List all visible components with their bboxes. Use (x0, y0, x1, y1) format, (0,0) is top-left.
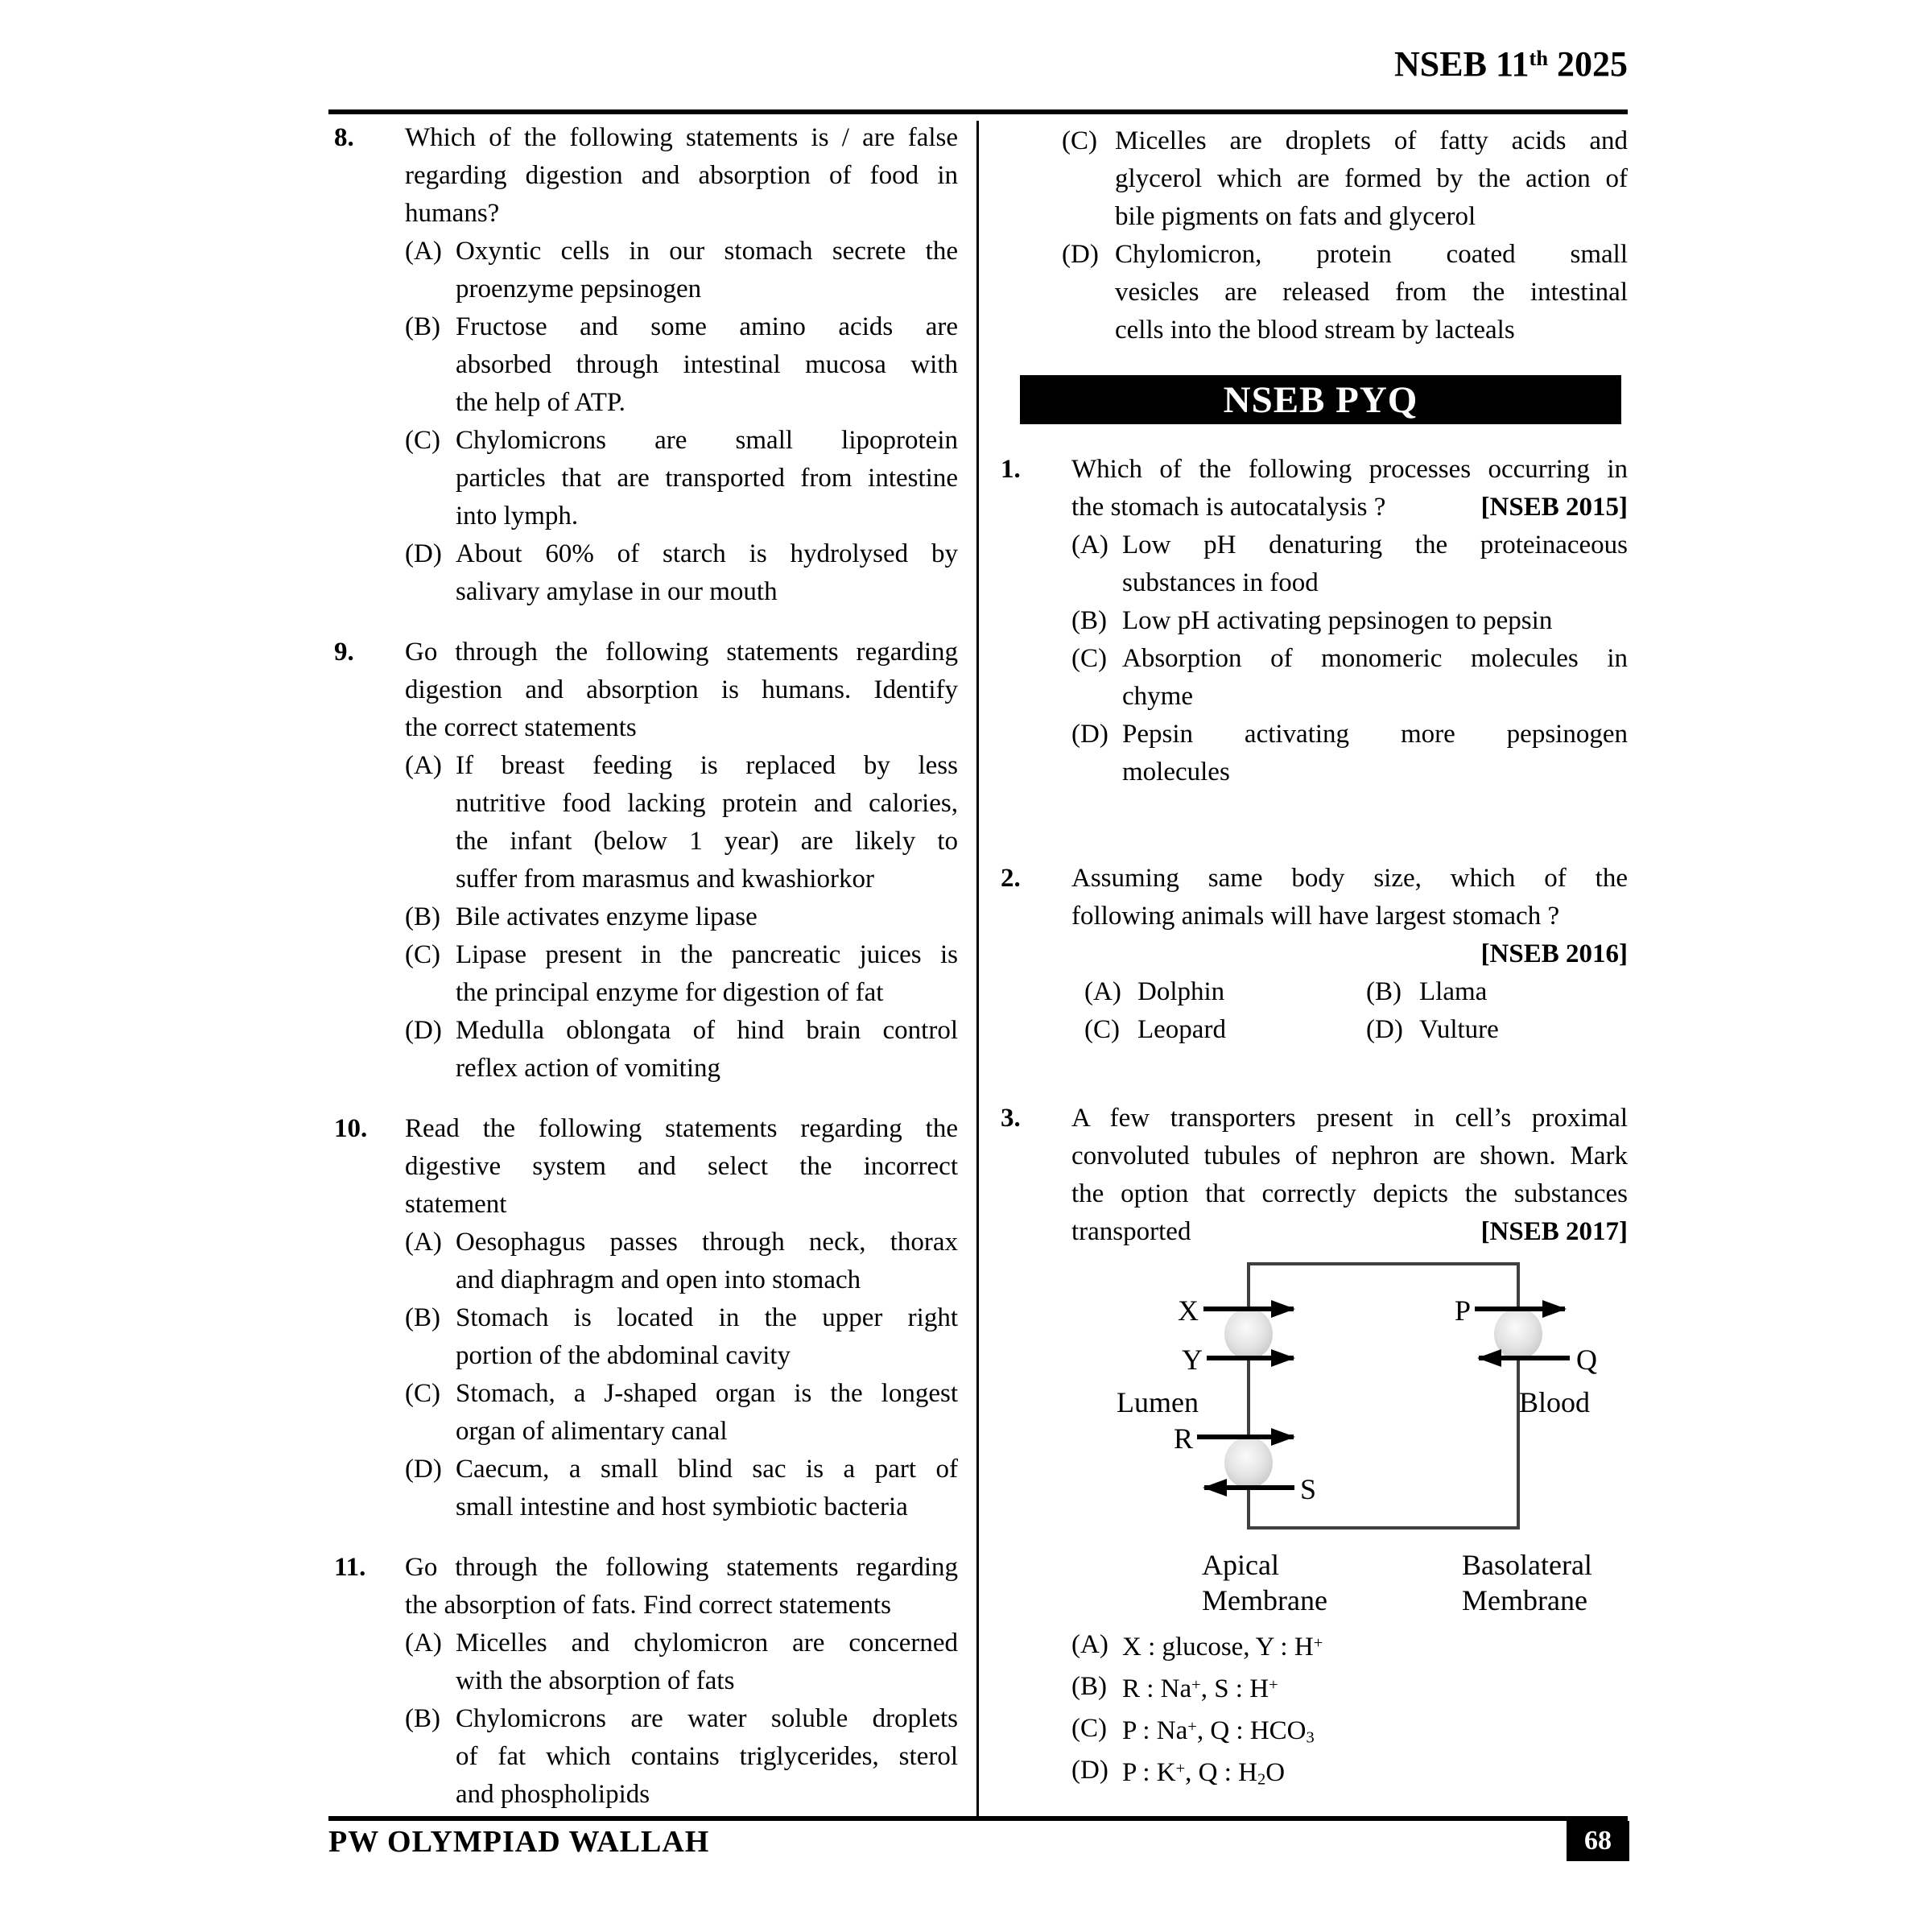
option-c (1071, 640, 1628, 716)
text-line: reflex action of vomiting (456, 1054, 720, 1083)
option-label: (B) (405, 1303, 440, 1332)
option-text (456, 898, 958, 936)
option-text (456, 1624, 958, 1700)
text-line: Chylomicrons are small lipoprotein (456, 426, 958, 455)
text-line: Low pH denaturing the proteinaceous (1122, 530, 1628, 559)
text-line: Which of the following processes occurring in (1071, 455, 1628, 484)
text-line: [NSEB 2016] (1480, 939, 1628, 968)
text-line: P : K+, Q : $H_2O$ (1122, 1758, 1286, 1789)
question-stem (405, 634, 958, 747)
text-line: Stomach, a J-shaped organ is the longest (456, 1379, 958, 1408)
text-line: Stomach is located in the upper right (456, 1303, 958, 1332)
question-8 (334, 119, 958, 611)
option-text: Leopard (1137, 1015, 1226, 1044)
option-text: Llama (1419, 977, 1488, 1006)
option-label: (D) (1071, 1756, 1108, 1785)
option-text (456, 1375, 958, 1451)
option-row-cd (1071, 1011, 1628, 1049)
text-line: Low pH activating pepsinogen to pepsin (1122, 606, 1553, 635)
pyq-question-1 (1001, 451, 1628, 791)
text-line: bile pigments on fats and glycerol (1115, 202, 1476, 231)
text-line: convoluted tubules of nephron are shown. Mark (1071, 1141, 1628, 1170)
transporter-basolateral (1494, 1308, 1542, 1360)
option-b (405, 898, 958, 936)
text-line: digestion and absorption is humans. Identify (405, 675, 958, 704)
question-11 (334, 1549, 958, 1814)
text-line: the option that correctly depicts the substances (1071, 1179, 1628, 1208)
text-line: Micelles and chylomicron are concerned (456, 1629, 958, 1657)
text-line: About 60% of starch is hydrolysed by (456, 539, 958, 568)
text-line: R : Na+, S : H+ (1122, 1674, 1278, 1703)
option-label: (D) (405, 1016, 442, 1045)
option-label: (C) (405, 940, 440, 969)
question-stem (405, 119, 958, 233)
footer-brand: PW OLYMPIAD WALLAH (328, 1825, 710, 1859)
text-line: molecules (1122, 758, 1230, 786)
option-text (456, 1299, 958, 1375)
question-stem (405, 1110, 958, 1224)
option-label: (A) (405, 751, 442, 780)
question-number: 8. (334, 123, 354, 152)
label-s: S (1300, 1473, 1317, 1505)
text-line: small intestine and host symbiotic bacteria (456, 1492, 908, 1521)
nseb-pyq-section-banner: NSEB PYQ (1020, 375, 1621, 424)
text-line: digestive system and select the incorrect (405, 1152, 958, 1181)
option-a (405, 233, 958, 308)
option-text (456, 1451, 958, 1526)
text-line: Absorption of monomeric molecules in (1122, 644, 1628, 673)
left-column (334, 119, 958, 1814)
header-rule (328, 109, 1628, 114)
text-line: into lymph. (456, 502, 579, 530)
option-label: (D) (1071, 720, 1108, 749)
text-line: X : glucose, Y : H+ (1122, 1633, 1323, 1662)
text-line: Lipase present in the pancreatic juices is (456, 940, 958, 969)
option-b (1071, 602, 1628, 640)
option-b (1366, 973, 1487, 1011)
option-c (1084, 1011, 1366, 1049)
label-apical-membrane-2: Membrane (1202, 1584, 1327, 1616)
question-stem (1071, 1100, 1628, 1251)
text-line: following animals will have largest stomach ? (1071, 902, 1560, 931)
option-label: (D) (1062, 240, 1099, 269)
option-c (405, 1375, 958, 1451)
option-text (456, 422, 958, 535)
question-number: 10. (334, 1114, 368, 1143)
footer-rule (328, 1816, 1628, 1821)
label-y: Y (1182, 1344, 1203, 1376)
question-number: 11. (334, 1553, 366, 1582)
option-d (405, 1451, 958, 1526)
option-text (456, 308, 958, 422)
option-d (1071, 716, 1628, 791)
text-line: Oesophagus passes through neck, thorax (456, 1228, 958, 1257)
text-line: with the absorption of fats (456, 1666, 735, 1695)
label-basolateral-membrane-2: Membrane (1462, 1584, 1587, 1616)
text-line: Chylomicrons are water soluble droplets (456, 1704, 958, 1733)
option-text (456, 1012, 958, 1088)
option-text (1122, 1668, 1628, 1710)
option-label: (C) (1071, 1714, 1107, 1743)
text-line: particles that are transported from intestine (456, 464, 958, 493)
option-label: (B) (1071, 1672, 1107, 1701)
text-line: Fructose and some amino acids are (456, 312, 958, 341)
label-r: R (1173, 1422, 1193, 1455)
option-a (1071, 526, 1628, 602)
text-line: suffer from marasmus and kwashiorkor (456, 865, 874, 894)
option-text (1122, 1752, 1628, 1794)
text-line: A few transporters present in cell’s proximal (1071, 1104, 1628, 1133)
text-line: humans? (405, 199, 500, 228)
option-text: Vulture (1419, 1015, 1499, 1044)
text-line: substances in food (1122, 568, 1319, 597)
option-text (456, 936, 958, 1012)
text-line: the correct statements (405, 713, 637, 742)
option-d (1366, 1011, 1499, 1049)
text-line: and diaphragm and open into stomach (456, 1265, 861, 1294)
option-d (405, 535, 958, 611)
option-c (405, 422, 958, 535)
text-line: Medulla oblongata of hind brain control (456, 1016, 958, 1045)
option-label: (D) (405, 539, 442, 568)
option-a (405, 1224, 958, 1299)
text-line: and phospholipids (456, 1780, 650, 1809)
option-label: (B) (405, 312, 440, 341)
option-text (1122, 640, 1628, 716)
question-number: 9. (334, 638, 354, 667)
option-label: (A) (405, 237, 442, 266)
option-text (456, 747, 958, 898)
option-label: (B) (1071, 606, 1107, 635)
option-label: (A) (405, 1228, 442, 1257)
text-line: the stomach is autocatalysis ? [NSEB 2015] (1071, 493, 1628, 522)
text-line: proenzyme pepsinogen (456, 275, 702, 303)
text-line: organ of alimentary canal (456, 1417, 728, 1446)
text-line: nutritive food lacking protein and calories, (456, 789, 958, 818)
option-a (405, 1624, 958, 1700)
question-3-options (1071, 1626, 1628, 1794)
option-label: (C) (1071, 644, 1107, 673)
question-11-continued-options (1001, 122, 1628, 349)
text-line: cells into the blood stream by lacteals (1115, 316, 1515, 345)
nephron-transporter-diagram (1071, 1251, 1628, 1626)
option-a (405, 747, 958, 898)
text-line: Caecum, a small blind sac is a part of (456, 1455, 958, 1484)
transporter-apical-top (1224, 1308, 1273, 1360)
label-apical-membrane: Apical (1202, 1549, 1279, 1581)
text-line: Go through the following statements regarding (405, 1553, 958, 1582)
page-header-title: NSEB 11th 2025 (1394, 44, 1628, 84)
text-line: chyme (1122, 682, 1193, 711)
right-column (1001, 122, 1628, 1794)
option-a (1071, 1626, 1628, 1668)
text-line: absorbed through intestinal mucosa with (456, 350, 958, 379)
text-line: the absorption of fats. Find correct statements (405, 1591, 891, 1620)
option-b (1071, 1668, 1628, 1710)
option-row-ab (1071, 973, 1628, 1011)
question-stem (1071, 860, 1628, 973)
option-text (1122, 716, 1628, 791)
option-text (456, 1224, 958, 1299)
option-text (456, 535, 958, 611)
label-basolateral-membrane: Basolateral (1462, 1549, 1592, 1581)
option-label: (B) (1366, 977, 1402, 1006)
text-line: Oxyntic cells in our stomach secrete the (456, 237, 958, 266)
option-label: (D) (1366, 1015, 1403, 1044)
option-label: (A) (1071, 530, 1108, 559)
option-label: (C) (1062, 126, 1097, 155)
text-line: Assuming same body size, which of the (1071, 864, 1628, 893)
option-label: (A) (405, 1629, 442, 1657)
option-label: (D) (405, 1455, 442, 1484)
label-q: Q (1576, 1344, 1597, 1376)
option-b (405, 1700, 958, 1814)
option-label: (B) (405, 1704, 440, 1733)
label-blood: Blood (1518, 1386, 1591, 1418)
text-line: Bile activates enzyme lipase (456, 902, 758, 931)
transporter-apical-bottom (1224, 1437, 1273, 1488)
pyq-question-3 (1001, 1100, 1628, 1794)
text-line: statement (405, 1190, 507, 1219)
question-stem (405, 1549, 958, 1624)
text-line: portion of the abdominal cavity (456, 1341, 791, 1370)
text-line: of fat which contains triglycerides, sterol (456, 1742, 958, 1771)
option-d (1071, 1752, 1628, 1794)
option-label: (A) (1084, 977, 1121, 1006)
text-line: P : Na+, Q : $HCO_3$ (1122, 1716, 1315, 1747)
option-text (456, 1700, 958, 1814)
text-line: Micelles are droplets of fatty acids and (1115, 126, 1628, 155)
text-line: glycerol which are formed by the action of (1115, 164, 1628, 193)
option-text (1122, 526, 1628, 602)
option-label: (B) (405, 902, 440, 931)
text-line: vesicles are released from the intestinal (1115, 278, 1628, 307)
label-lumen: Lumen (1117, 1386, 1199, 1418)
option-d (1062, 236, 1628, 349)
column-divider (976, 121, 979, 1816)
question-number: 3. (1001, 1104, 1021, 1133)
option-text (1122, 1626, 1628, 1668)
label-p: P (1454, 1294, 1471, 1327)
option-text: Dolphin (1137, 977, 1225, 1006)
text-line: salivary amylase in our mouth (456, 577, 778, 606)
text-line: Chylomicron, protein coated small (1115, 240, 1628, 269)
option-d (405, 1012, 958, 1088)
question-9 (334, 634, 958, 1088)
text-line: the infant (below 1 year) are likely to (456, 827, 958, 856)
option-b (405, 1299, 958, 1375)
option-label: (C) (405, 1379, 440, 1408)
label-x: X (1178, 1294, 1199, 1327)
text-line: the help of ATP. (456, 388, 625, 417)
option-label: (C) (405, 426, 440, 455)
option-c (1062, 122, 1628, 236)
option-text (1115, 122, 1628, 236)
option-b (405, 308, 958, 422)
text-line: the principal enzyme for digestion of fat (456, 978, 884, 1007)
option-text (1122, 602, 1628, 640)
option-label: (C) (1084, 1015, 1120, 1044)
question-number: 1. (1001, 455, 1021, 484)
option-c (405, 936, 958, 1012)
text-line: If breast feeding is replaced by less (456, 751, 958, 780)
text-line: regarding digestion and absorption of food in (405, 161, 958, 190)
option-text (1115, 236, 1628, 349)
question-number: 2. (1001, 864, 1021, 893)
text-line: Go through the following statements regarding (405, 638, 958, 667)
question-stem (1071, 451, 1628, 526)
option-a (1084, 973, 1366, 1011)
text-line: transported [NSEB 2017] (1071, 1217, 1628, 1246)
option-c (1071, 1710, 1628, 1752)
option-text (456, 233, 958, 308)
option-label: (A) (1071, 1630, 1108, 1659)
text-line: Read the following statements regarding the (405, 1114, 958, 1143)
option-text (1122, 1710, 1628, 1752)
text-line: Pepsin activating more pepsinogen (1122, 720, 1628, 749)
page-number-badge: 68 (1567, 1821, 1629, 1861)
text-line: Which of the following statements is / are false (405, 123, 958, 152)
pyq-question-2 (1001, 860, 1628, 1049)
question-10 (334, 1110, 958, 1526)
